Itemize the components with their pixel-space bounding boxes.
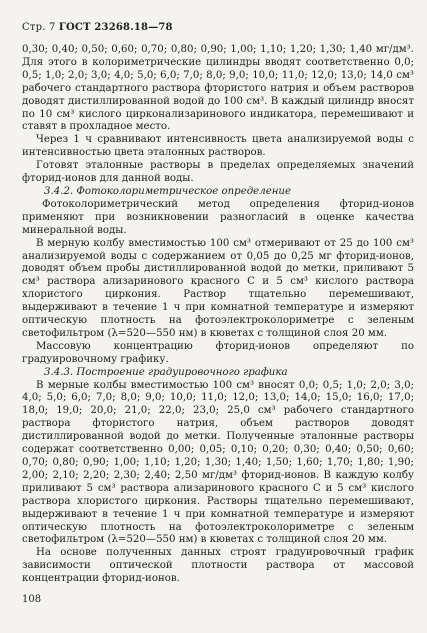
page-label: Стр. 7 — [22, 22, 56, 33]
paragraph-standards: Готовят эталонные растворы в пределах определяемых значений фторид-ионов для данной воды. — [22, 160, 414, 185]
paragraph-comparison: Через 1 ч сравнивают интенсивность цвета анализируемой воды с интенсивностью цвета эталонных растворов. — [22, 134, 414, 159]
paragraph-calibration-procedure: В мерные колбы вместимостью 100 см³ вносят 0,0; 0,5; 1,0; 2,0; 3,0; 4,0; 5,0; 6,0; 7,0; 8,0; 9,0; 10,0; 11,0; 12,0; 13,0; 14,0; 15,0; 16,0; 17,0; 18,0; 19,0; 20,0; 21,0; 22,0; 23,0; 25,0 см³ рабочего стандартного раствора фтористого натрия, объем растворов доводят дистиллированной водой до метки. Полученные эталонные растворы содержат соответственно 0,00; 0,05; 0,10; 0,20; 0,30; 0,40; 0,50; 0,60; 0,70; 0,80; 0,90; 1,00; 1,10; 1,20; 1,30; 1,40; 1,50; 1,60; 1,70; 1,80; 1,90; 2,00; 2,10; 2,20; 2,30; 2,40; 2,50 мг/дм³ фторид-ионов. В каждую колбу приливают 5 см³ раствора ализаринового красного С и 5 см³ кислого раствора хлористого циркония. Растворы тщательно перемешивают, выдерживают в течение 1 ч при комнатной температуре и измеряют оптическую плотность на фотоэлектроколориметре с зеленым светофильтром (λ=520—550 нм) в кюветах с толщиной слоя 20 мм. — [22, 379, 414, 546]
paragraph-concentration: Массовую концентрацию фторид-ионов определяют по градуировочному графику. — [22, 340, 414, 365]
paragraph-graph: На основе полученных данных строят градуировочный график зависимости оптической плотности раствора от массовой концентрации фторид-ионов. — [22, 547, 414, 585]
paragraph-calibration-series: 0,30; 0,40; 0,50; 0,60; 0,70; 0,80; 0,90; 1,00; 1,10; 1,20; 1,30; 1,40 мг/дм³. Для этого в колориметрические цилиндры вводят соответственно 0,0; 0,5; 1,0; 2,0; 3,0; 4,0; 5,0; 6,0; 7,0; 8,0; 9,0; 10,0; 11,0; 12,0; 13,0; 14,0 см³ рабочего стандартного раствора фтористого натрия и объем растворов доводят дистиллированной водой до 100 см³. В каждый цилиндр вносят по 10 см³ кислого цирконализаринового индикатора, перемешивают и ставят в прохладное место. — [22, 44, 414, 133]
document-body — [22, 44, 414, 586]
paragraph-method: Фотоколориметрический метод определения фторид-ионов применяют при возникновении разногласий в оценке качества минеральной воды. — [22, 198, 414, 236]
page-number: 108 — [22, 594, 42, 605]
paragraph-procedure: В мерную колбу вместимостью 100 см³ отмеривают от 25 до 100 см³ анализируемой воды с содержанием от 0,05 до 0,25 мг фторид-ионов, доводят объем пробы дистиллированной водой до метки, приливают 5 см³ раствора ализаринового красного С и 5 см³ кислого раствора хлористого циркония. Раствор тщательно перемешивают, выдерживают в течение 1 ч при комнатной температуре и измеряют оптическую плотность на фотоэлектроколориметре с зеленым светофильтром (λ=520—550 нм) в кюветах с толщиной слоя 20 мм. — [22, 237, 414, 339]
page-header — [22, 22, 173, 33]
standard-number: ГОСТ 23268.18—78 — [58, 22, 173, 33]
section-heading-3-4-2: 3.4.2. Фотоколориметрическое определение — [44, 185, 292, 197]
section-heading-3-4-3: 3.4.3. Построение градуировочного графика — [44, 366, 288, 378]
